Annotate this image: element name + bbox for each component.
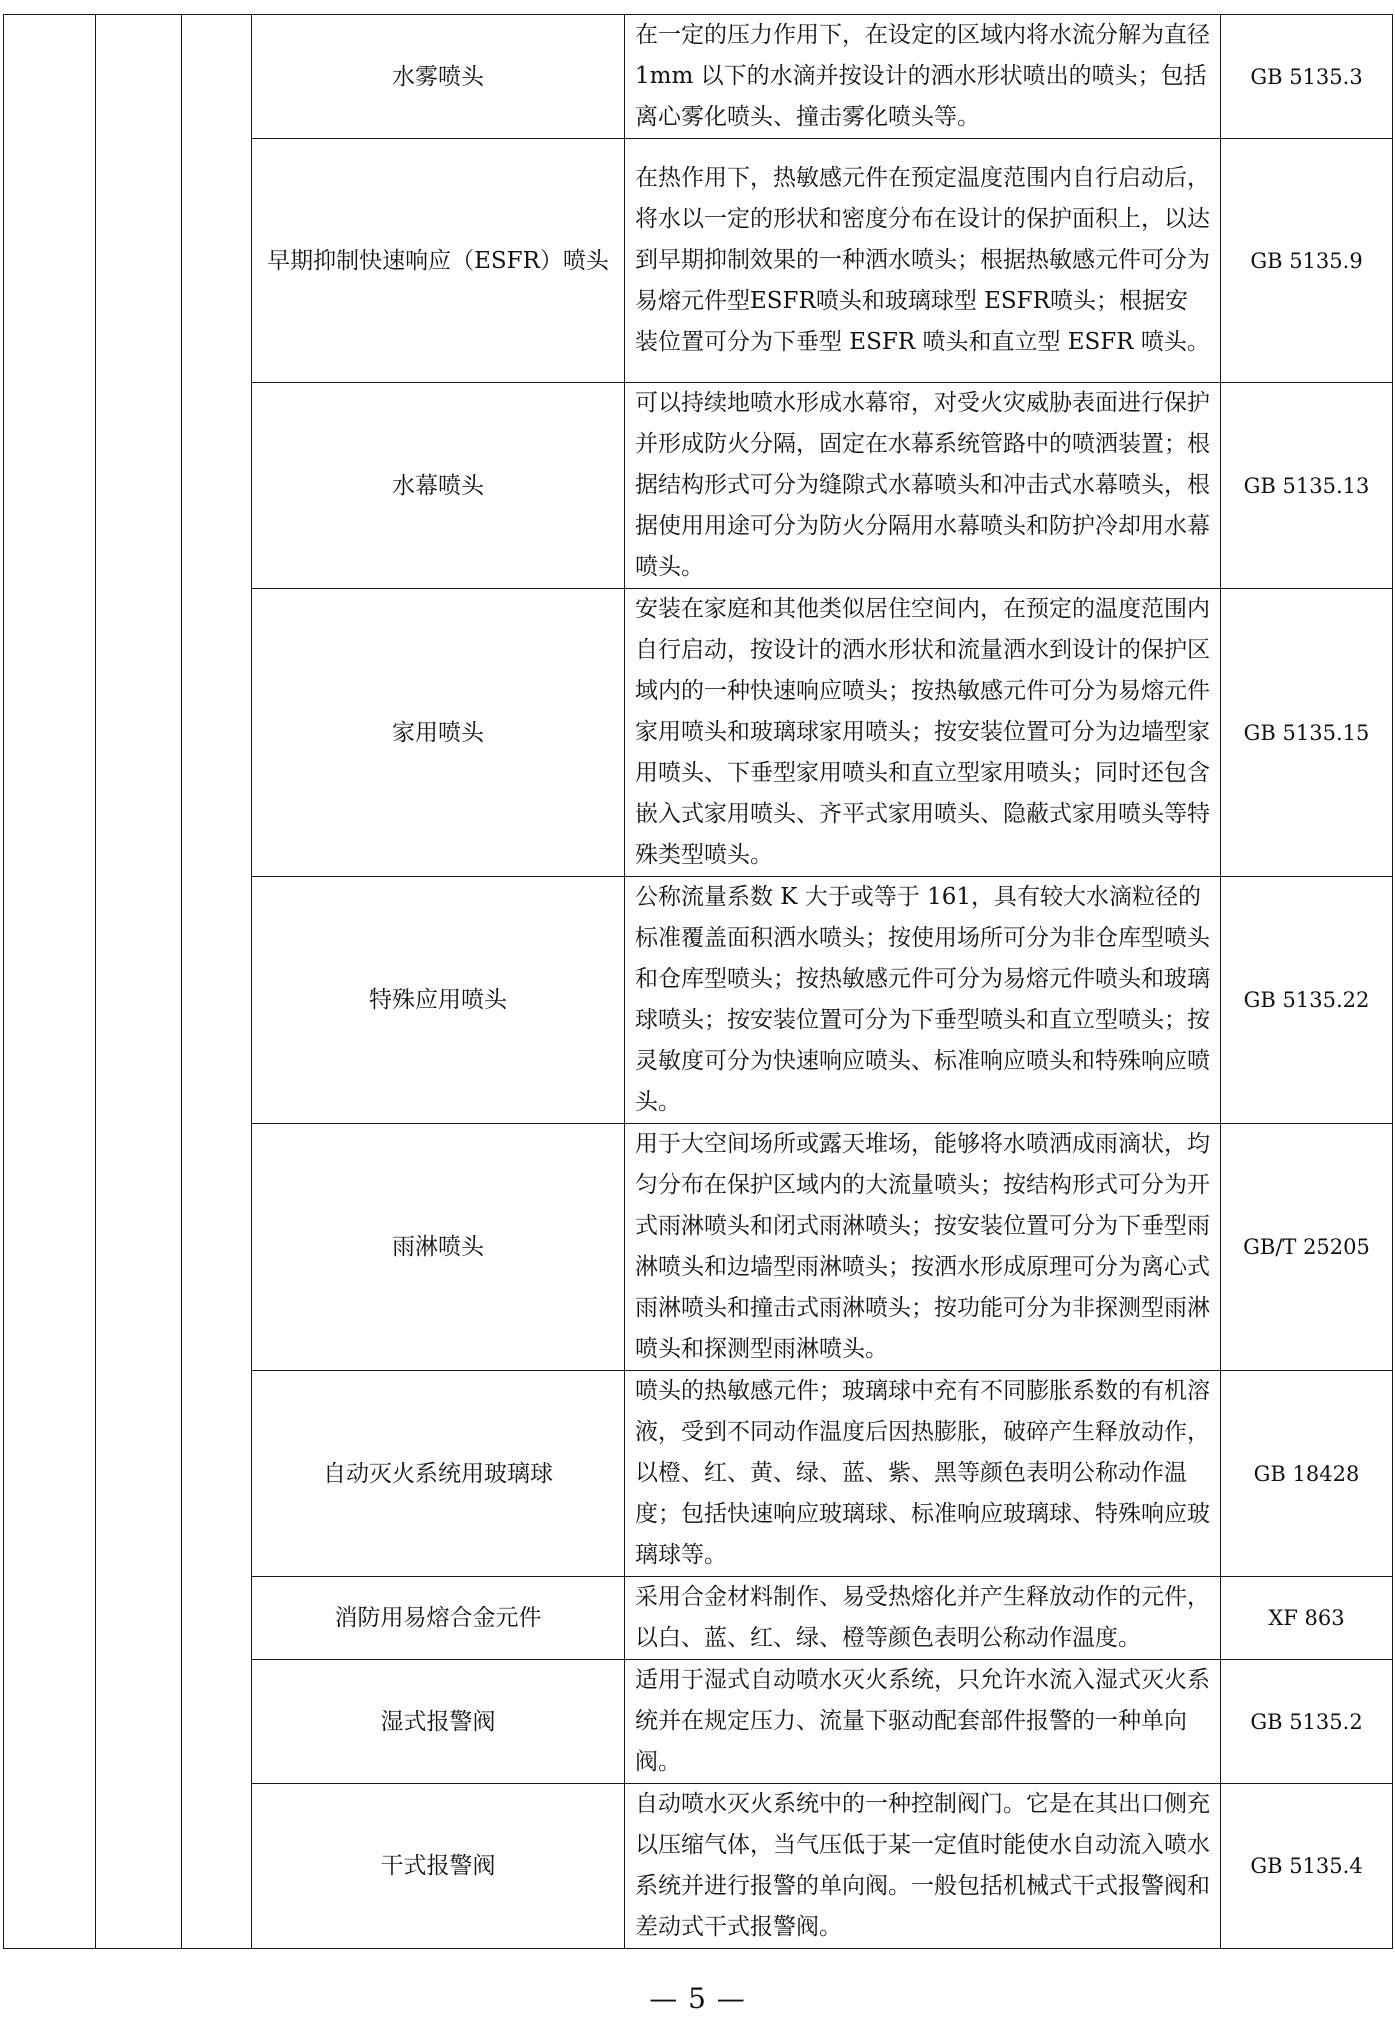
description-cell <box>625 383 1221 589</box>
standards-table <box>3 14 1393 1949</box>
description-text: 公称流量系数 K 大于或等于 161，具有较大水滴粒径的标准覆盖面积洒水喷头；按使用场所可分为非仓库型喷头和仓库型喷头；按热敏感元件可分为易熔元件喷头和玻璃球喷头；按安装位置可分为下垂型喷头和直立型喷头；按灵敏度可分为快速响应喷头、标准响应喷头和特殊响应喷头。 <box>635 884 1210 1115</box>
description-text: 自动喷水灭火系统中的一种控制阀门。它是在其出口侧充以压缩气体，当气压低于某一定值时能使水自动流入喷水系统并进行报警的单向阀。一般包括机械式干式报警阀和差动式干式报警阀。 <box>635 1791 1210 1940</box>
standard-code-cell: GB/T 25205 <box>1221 1124 1393 1371</box>
standard-code-cell: GB 5135.13 <box>1221 383 1393 589</box>
description-cell <box>625 1660 1221 1784</box>
product-name-cell: 消防用易熔合金元件 <box>252 1577 625 1660</box>
page-number: — 5 — <box>649 1982 746 2015</box>
blank-column-1 <box>4 15 96 1949</box>
description-text: 适用于湿式自动喷水灭火系统，只允许水流入湿式灭火系统并在规定压力、流量下驱动配套部件报警的一种单向阀。 <box>635 1667 1210 1775</box>
standard-code-cell: GB 18428 <box>1221 1371 1393 1577</box>
product-name-cell: 自动灭火系统用玻璃球 <box>252 1371 625 1577</box>
description-cell <box>625 589 1221 877</box>
description-text: 采用合金材料制作、易受热熔化并产生释放动作的元件，以白、蓝、红、绿、橙等颜色表明公称动作温度。 <box>635 1584 1210 1651</box>
standard-code-cell: GB 5135.4 <box>1221 1784 1393 1949</box>
description-cell <box>625 15 1221 139</box>
product-name-cell: 水幕喷头 <box>252 383 625 589</box>
description-cell <box>625 1577 1221 1660</box>
product-name-cell: 家用喷头 <box>252 589 625 877</box>
description-text: 可以持续地喷水形成水幕帘，对受火灾威胁表面进行保护并形成防火分隔，固定在水幕系统管路中的喷洒装置；根据结构形式可分为缝隙式水幕喷头和冲击式水幕喷头，根据使用用途可分为防火分隔用水幕喷头和防护冷却用水幕喷头。 <box>635 390 1210 580</box>
description-text: 用于大空间场所或露天堆场，能够将水喷洒成雨滴状，均匀分布在保护区域内的大流量喷头；按结构形式可分为开式雨淋喷头和闭式雨淋喷头；按安装位置可分为下垂型雨淋喷头和边墙型雨淋喷头；按洒水形成原理可分为离心式雨淋喷头和撞击式雨淋喷头；按功能可分为非探测型雨淋喷头和探测型雨淋喷头。 <box>635 1131 1210 1362</box>
product-name-cell: 早期抑制快速响应（ESFR）喷头 <box>252 139 625 383</box>
description-cell <box>625 1124 1221 1371</box>
standard-code-cell: GB 5135.3 <box>1221 15 1393 139</box>
product-name-cell: 特殊应用喷头 <box>252 877 625 1124</box>
description-cell <box>625 1371 1221 1577</box>
standard-code-cell: GB 5135.22 <box>1221 877 1393 1124</box>
standard-code-cell: GB 5135.9 <box>1221 139 1393 383</box>
description-text: 安装在家庭和其他类似居住空间内，在预定的温度范围内自行启动，按设计的洒水形状和流量洒水到设计的保护区域内的一种快速响应喷头；按热敏感元件可分为易熔元件家用喷头和玻璃球家用喷头；按安装位置可分为边墙型家用喷头、下垂型家用喷头和直立型家用喷头；同时还包含嵌入式家用喷头、齐平式家用喷头、隐蔽式家用喷头等特殊类型喷头。 <box>635 596 1210 868</box>
product-name-cell: 雨淋喷头 <box>252 1124 625 1371</box>
description-text: 在热作用下，热敏感元件在预定温度范围内自行启动后，将水以一定的形状和密度分布在设计的保护面积上，以达到早期抑制效果的一种洒水喷头；根据热敏感元件可分为易熔元件型ESFR喷头和玻璃球型 ESFR喷头；根据安装位置可分为下垂型 ESFR 喷头和直立型 ESFR 喷头。 <box>635 165 1210 355</box>
blank-column-2 <box>96 15 182 1949</box>
product-name-cell: 湿式报警阀 <box>252 1660 625 1784</box>
blank-column-3 <box>182 15 252 1949</box>
description-cell <box>625 139 1221 383</box>
description-cell <box>625 877 1221 1124</box>
standard-code-cell: GB 5135.15 <box>1221 589 1393 877</box>
standard-code-cell: GB 5135.2 <box>1221 1660 1393 1784</box>
description-text: 喷头的热敏感元件；玻璃球中充有不同膨胀系数的有机溶液，受到不同动作温度后因热膨胀，破碎产生释放动作，以橙、红、黄、绿、蓝、紫、黑等颜色表明公称动作温度；包括快速响应玻璃球、标准响应玻璃球、特殊响应玻璃球等。 <box>635 1378 1210 1568</box>
product-name-cell: 水雾喷头 <box>252 15 625 139</box>
description-cell <box>625 1784 1221 1949</box>
standard-code-cell: XF 863 <box>1221 1577 1393 1660</box>
description-text: 在一定的压力作用下，在设定的区域内将水流分解为直径 1mm 以下的水滴并按设计的洒水形状喷出的喷头；包括离心雾化喷头、撞击雾化喷头等。 <box>635 22 1210 130</box>
product-name-cell: 干式报警阀 <box>252 1784 625 1949</box>
table-row <box>4 15 1393 139</box>
